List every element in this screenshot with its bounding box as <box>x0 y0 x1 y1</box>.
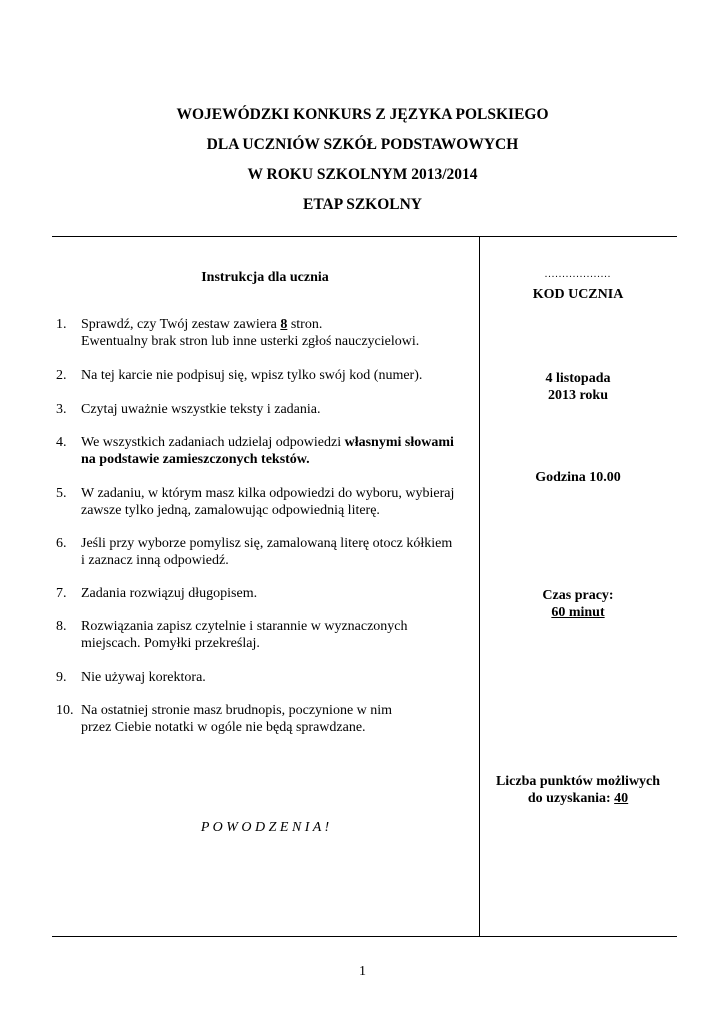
instruction-item-9: 9. Nie używaj korektora. <box>56 670 206 685</box>
instruction-item-4: 4. We wszystkich zadaniach udzielaj odpowiedzi własnymi słowami na podstawie zamieszczonych tekstów. <box>56 435 454 467</box>
instruction-item-6: 6. Jeśli przy wyborze pomylisz się, zamalowaną literę otocz kółkiem i zaznacz inną odpowiedź. <box>56 536 453 568</box>
instruction-item-5: 5. W zadaniu, w którym masz kilka odpowiedzi do wyboru, wybieraj zawsze tylko jedną, zamalowując odpowiednią literę. <box>56 486 455 518</box>
instruction-item-2: 2. Na tej karcie nie podpisuj się, wpisz tylko swój kod (numer). <box>56 368 423 383</box>
student-code-label: KOD UCZNIA <box>532 287 624 302</box>
page-number: 1 <box>359 964 366 979</box>
title-line-1: WOJEWÓDZKI KONKURS Z JĘZYKA POLSKIEGO <box>176 106 549 123</box>
title-line-4: ETAP SZKOLNY <box>302 196 422 213</box>
exam-time: Godzina 10.00 <box>535 470 621 485</box>
top-divider <box>52 236 677 237</box>
title-line-3: W ROKU SZKOLNYM 2013/2014 <box>247 166 478 183</box>
good-luck-text: P O W O D Z E N I A ! <box>200 820 330 835</box>
instruction-item-7: 7. Zadania rozwiązuj długopisem. <box>56 586 258 601</box>
instructions-heading: Instrukcja dla ucznia <box>201 270 329 285</box>
bottom-divider <box>52 936 677 937</box>
student-code-dots: ................... <box>544 269 612 280</box>
instruction-item-3: 3. Czytaj uważnie wszystkie teksty i zadania. <box>56 402 321 417</box>
instruction-item-10: 10. Na ostatniej stronie masz brudnopis, poczynione w nim przez Ciebie notatki w ogóle nie będą sprawdzane. <box>56 703 393 735</box>
exam-date: 4 listopada 2013 roku <box>545 371 611 403</box>
exam-duration: Czas pracy: 60 minut <box>542 588 614 620</box>
instruction-item-1: 1. Sprawdź, czy Twój zestaw zawiera 8 stron. Ewentualny brak stron lub inne usterki zgłoś nauczycielowi. <box>56 317 420 349</box>
max-points: Liczba punktów możliwych do uzyskania: 40 <box>495 774 661 806</box>
document-title <box>0 100 725 220</box>
instruction-item-8: 8. Rozwiązania zapisz czytelnie i starannie w wyznaczonych miejscach. Pomyłki przekreślaj. <box>56 619 408 651</box>
title-line-2: DLA UCZNIÓW SZKÓŁ PODSTAWOWYCH <box>206 136 519 153</box>
